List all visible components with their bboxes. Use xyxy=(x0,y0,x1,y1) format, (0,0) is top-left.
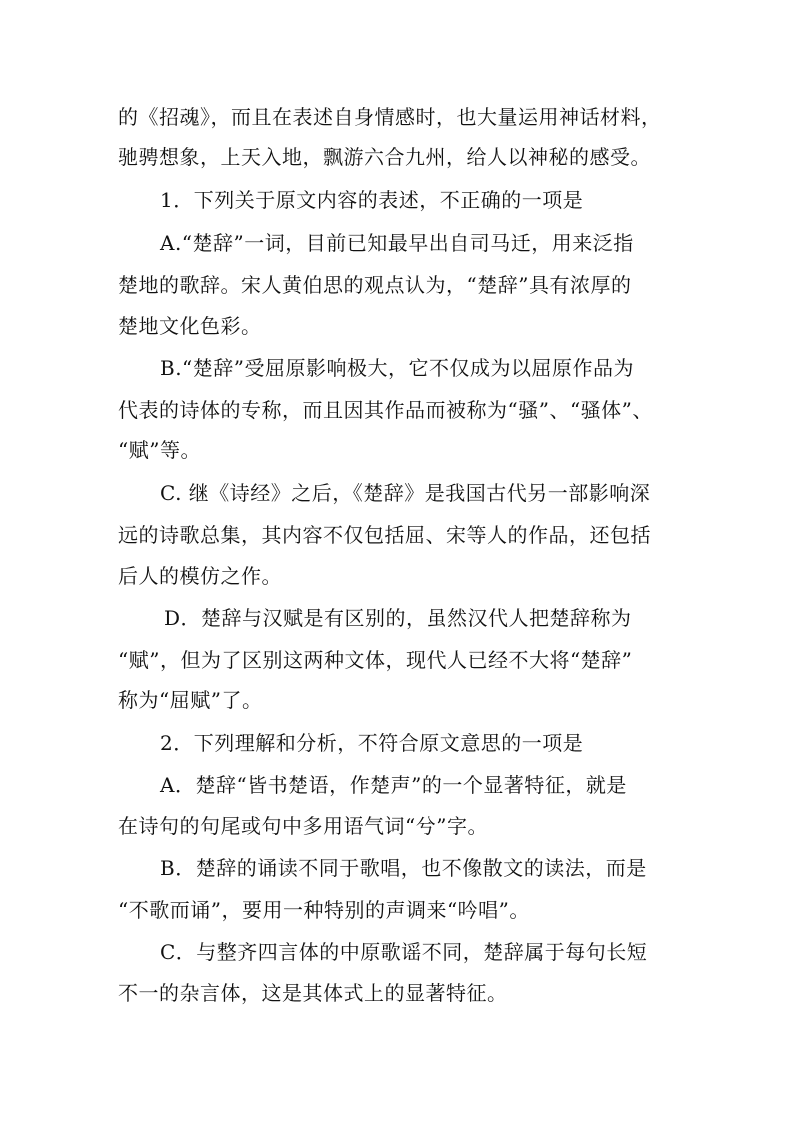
option-d-line: “赋”，但为了区别这两种文体，现代人已经不大将“楚辞” xyxy=(118,648,633,672)
option-c-line: 远的诗歌总集，其内容不仅包括屈、宋等人的作品，还包括 xyxy=(118,523,651,547)
option-b-line: “不歌而诵”，要用一种特别的声调来“吟唱”。 xyxy=(118,898,530,922)
option-b-line: “赋”等。 xyxy=(118,438,201,462)
question-1-title: 1．下列关于原文内容的表述，不正确的一项是 xyxy=(160,188,584,212)
option-c-line: C. 继《诗经》之后，《楚辞》是我国古代另一部影响深 xyxy=(160,481,651,505)
option-d-line: 称为“屈赋”了。 xyxy=(118,688,263,712)
option-a-line: A.“楚辞”一词，目前已知最早出自司马迁，用来泛指 xyxy=(160,231,634,255)
paragraph-line: 驰骋想象，上天入地，飘游六合九州，给人以神秘的感受。 xyxy=(118,145,651,169)
option-b-line: 代表的诗体的专称，而且因其作品而被称为“骚”、“骚体”、 xyxy=(118,398,653,422)
option-b-line: B.“楚辞”受屈原影响极大，它不仅成为以屈原作品为 xyxy=(160,356,635,380)
paragraph-line: 的《招魂》，而且在表述自身情感时，也大量运用神话材料， xyxy=(118,105,662,129)
option-d-line: D．楚辞与汉赋是有区别的，虽然汉代人把楚辞称为 xyxy=(164,606,632,630)
option-a-line: 在诗句的句尾或句中多用语气词“兮”字。 xyxy=(118,814,488,838)
option-b-line: B．楚辞的诵读不同于歌唱，也不像散文的读法，而是 xyxy=(160,856,647,880)
option-c-line: C．与整齐四言体的中原歌谣不同，楚辞属于每句长短 xyxy=(160,940,648,964)
option-c-line: 后人的模仿之作。 xyxy=(118,564,282,588)
option-a-line: 楚地的歌辞。宋人黄伯思的观点认为，“楚辞”具有浓厚的 xyxy=(118,273,632,297)
option-a-line: A．楚辞“皆书楚语，作楚声”的一个显著特征，就是 xyxy=(160,773,627,797)
question-2-title: 2．下列理解和分析，不符合原文意思的一项是 xyxy=(160,731,584,755)
option-c-line: 不一的杂言体，这是其体式上的显著特征。 xyxy=(118,981,508,1005)
option-a-line: 楚地文化色彩。 xyxy=(118,314,262,338)
